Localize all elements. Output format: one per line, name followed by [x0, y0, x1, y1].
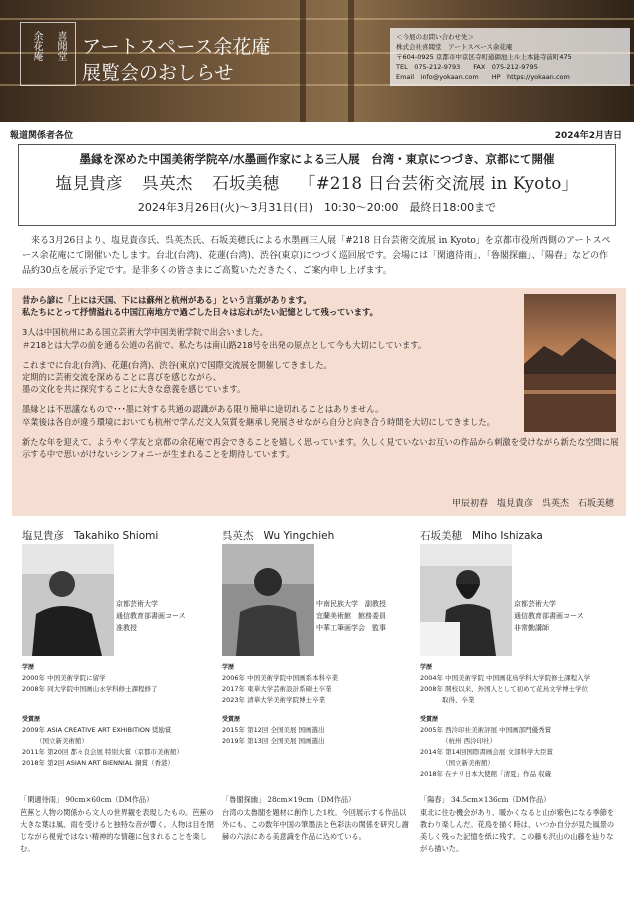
signature: 甲辰初春 塩見貴彦 呉英杰 石坂美穂	[451, 499, 614, 509]
message-lead: 昔から諺に「上には天国、下には蘇州と杭州がある」という言葉があります。 私たちにとって抒情溢れる中国江南地方で過ごした日々は忘れがたい記憶として残っています。	[22, 295, 378, 318]
work-text: 東北に住む機会があり、暖かくなると山が紫色になる季節を教わり楽しんだ。花鳥を描く時は、いつか自分が見た風景の美しく残った記憶を紙に残す。この藤も沢山の山藤を辿りながら描いた。	[420, 808, 615, 853]
education: 学歴 2006年 中国美術学院中国画系本科卒業 2017年 東華大学芸術設計系碩士卒業 2023年 清華大学美術学院博士卒業	[222, 664, 339, 704]
awards: 受賞歴 2015年 第12回 全国美展 国画選出 2019年 第13回 全国美展 国画選出	[222, 716, 325, 745]
exhibition-title-box	[18, 144, 616, 226]
notice-line	[10, 128, 622, 141]
page-title: アートスペース余花庵 展覧会のおしらせ	[82, 36, 271, 84]
artist-name: 呉英杰 Wu Yingchieh	[222, 530, 335, 542]
work-description	[20, 794, 220, 855]
subtitle: 墨縁を深めた中国美術学院卒/水墨画作家による三人展 台湾・東京につづき、京都にて開催	[79, 152, 555, 166]
work-text: 芭蕉と人物の関係から文人の世界観を表現したもの。芭蕉の大きな葉は風、雨を受けると独特な音が響く。人物は目を閉じながら視覚ではない精神的な情趣に包まれることを楽しむ。	[20, 808, 214, 853]
artist-shiomi	[22, 528, 222, 767]
education: 学歴 2000年 中国美術学院に留学 2008年 同大学院中国画山水学科修士課程修了	[22, 664, 158, 693]
education: 学歴 2004年 中国美術学院 中国画花鳥学科大学院修士課程入学 2008年 開校以来、外国人として初めて花鳥文学博士学位 取得、卒業	[420, 664, 591, 704]
work-description	[222, 794, 412, 843]
header-banner	[0, 0, 634, 122]
artist-name: 石坂美穂 Miho Ishizaka	[420, 530, 543, 542]
logo-side: 喜聞堂	[55, 31, 66, 61]
artist-ishizaka	[420, 528, 620, 778]
artists-message	[12, 288, 626, 516]
work-title: 「陽春」 34.5cm×136cm（DM作品）	[420, 795, 551, 804]
message-paragraph: 3人は中国杭州にある国立芸術大学中国美術学院で出会いました。 ＃218とは大学の前を通る公道の名前で、私たちは南山路218号を出発の原点として今も大切にしています。	[22, 327, 427, 350]
audience: 報道関係者各位	[10, 131, 74, 141]
artist-affiliation: 京都芸術大学 通信教育部書画コース 准教授	[116, 600, 186, 632]
awards: 受賞歴 2009年 ASIA CREATIVE ART EXHIBITION 奨励賞 （国立新美術館） 2011年 第20回 都々良会展 特別大賞（京都市美術館） 2018年 第2回 ASIAN ART BIENNIAL 銅賞（香港）	[22, 716, 184, 767]
logo-mark: 余花庵	[31, 31, 42, 61]
intro-paragraph: 来る3月26日より、塩見貴彦氏、呉英杰氏、石坂美穂氏による水墨画三人展「#218 日台芸術交流展 in Kyoto」を京都市役所西側のアートスペース余花庵にて開催いたします。台北(台湾)、花蓮(台湾)、渋谷(東京)につづく巡回展です。会場には「閑適待雨」、「魯閣探幽」、「陽春」などの作品約30点を展示予定です。是非多くの皆さまにご高覧いただきたく、ご案内申し上げます。	[22, 236, 611, 276]
artist-wu	[222, 528, 422, 745]
artist-affiliation: 中南民族大学 副教授 宜蘭美術館 館務委員 中華工筆画学会 監事	[316, 600, 386, 632]
artist-photo	[222, 544, 314, 656]
awards: 受賞歴 2005年 西泠印社美術評展 中国画部門優秀賞 （杭州 西泠印社） 2014年 第14回国際書画会展 文部科学大臣賞 （国立新美術館） 2018年 在チリ日本大使館「清夏」作品 収蔵	[420, 716, 553, 778]
artist-photo	[22, 544, 114, 656]
work-text: 台湾の太魯閣を題材に創作した1枚。今回展示する作品以外にも、この数年中国の筆墨法と色彩法の関係を研究し謝赫の六法にある美意識を作品に込めている。	[222, 808, 409, 841]
artists-and-exhibition: 塩見貴彦 呉英杰 石坂美穂 「#218 日台芸術交流展 in Kyoto」	[55, 174, 579, 193]
exhibition-dates: 2024年3月26日(火)〜3月31日(日) 10:30〜20:00 最終日18:00まで	[137, 201, 497, 214]
artist-photo	[420, 544, 512, 656]
message-paragraph: 墨縁とは不思議なもので･･･墨に対する共通の認識がある限り簡単に途切れることはありません。 卒業後は各自が違う環境においても杭州で学んだ文人気質を継承し発展させながら自分と向き合う時間を大切にしてきました。	[22, 404, 495, 427]
gallery-logo	[20, 22, 76, 86]
work-title: 「魯閣探幽」 28cm×19cm（DM作品）	[222, 795, 356, 804]
artist-name: 塩見貴彦 Takahiko Shiomi	[22, 530, 159, 542]
work-description	[420, 794, 620, 855]
artist-affiliation: 京都芸術大学 通信教育部書画コース 非常勤講師	[514, 600, 584, 632]
notice-date: 2024年2月吉日	[554, 131, 622, 141]
message-paragraph: 新たな年を迎えて、ようやく学友と京都の余花庵で再会できることを嬉しく思っています。久しく見ていないお互いの作品から刺激を受けながら新たな空間に展示する中で思いがけないシンフォニーが生まれることを期待しています。	[22, 436, 619, 460]
contact-box: ＜今展のお問い合わせ先＞ 株式会社喜聞堂 アートスペース余花庵 〒604-0925 京都市中京区寺町通御池上ル上本能寺前町475 TEL 075-212-9793 FAX 075-212-9795 Email info@yokaan.com HP https://yokaan.com	[390, 28, 630, 86]
message-paragraph: これまでに台北(台湾)、花蓮(台湾)、渋谷(東京)で国際交流展を開催してきました。 定期的に芸術交流を深めることに喜びを感じながら、 墨の文化を共に探究することに大きな意義を感じています。	[22, 359, 332, 395]
work-title: 「閑適待雨」 90cm×60cm（DM作品）	[20, 795, 154, 804]
landscape-image	[524, 294, 616, 432]
